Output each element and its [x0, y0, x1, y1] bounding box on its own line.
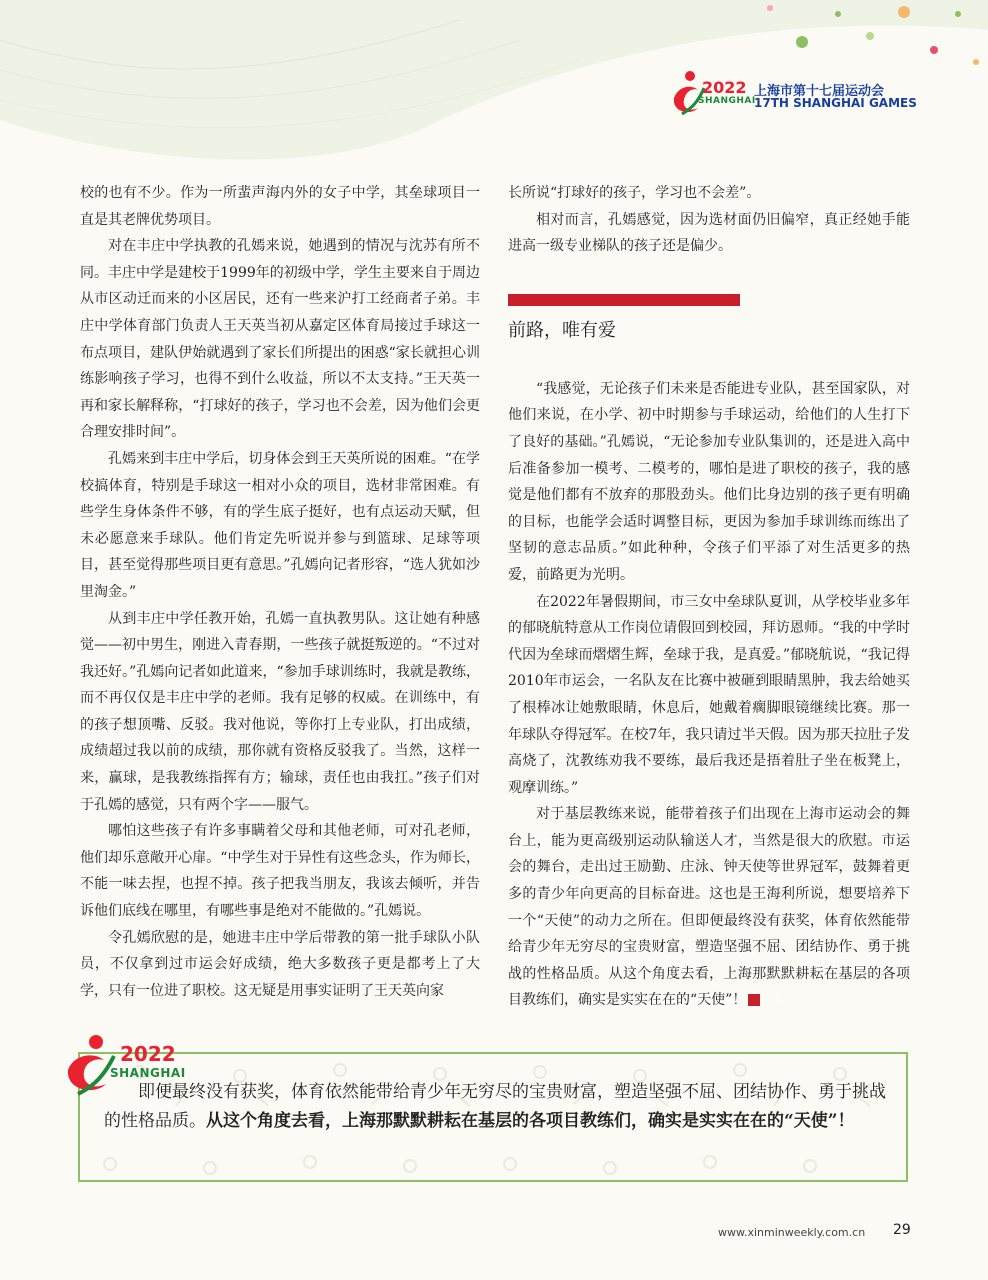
logo-english-title: 17TH SHANGHAI GAMES [754, 96, 917, 110]
footer-url: www.xinminweekly.com.cn [718, 1226, 866, 1239]
pull-quote-box [78, 1052, 908, 1182]
logo-city: SHANGHAI [698, 96, 756, 106]
paragraph: 从到丰庄中学任教开始，孔嫣一直执教男队。这让她有种感觉——初中男生，刚进入青春期，一些孩子就挺叛逆的。“不过对我还好。”孔嫣向记者如此道来，“参加手球训练时，我就是教练，而不再仅仅是丰庄中学的老师。我有足够的权威。在训练中，有的孩子想顶嘴、反驳。我对他说，等你打上专业队，打出成绩，成绩超过我以前的成绩，那你就有资格反驳我了。当然，这样一来，赢球，是我教练指挥有方；输球，责任也由我扛。”孩子们对于孔嫣的感觉，只有两个字——服气。 [80, 610, 480, 813]
logo-year: 2022 [702, 78, 747, 97]
paragraph: “我感觉，无论孩子们未来是否能进专业队，甚至国家队，对他们来说，在小学、初中时期参与手球运动，给他们的人生打下了良好的基础。”孔嫣说，“无论参加专业队集训的，还是进入高中后准备参加一模考、二模考的，哪怕是进了职校的孩子，我的感觉是他们都有不放弃的那股劲头。他们比身边别的孩子更有明确的目标，也能学会适时调整目标，更因为参加手球训练而练出了坚韧的意志品质。”如此种种，令孩子们平添了对生活更多的热爱，前路更为光明。 [508, 380, 910, 583]
quote-bold-text: 从这个角度去看，上海那默默耕耘在基层的各项目教练们，确实是实实在在的“天使”！ [206, 1111, 855, 1131]
article-end-mark-icon: R [748, 994, 760, 1006]
paragraph-text: 对于基层教练来说，能带着孩子们出现在上海市运动会的舞台上，能为更高级别运动队输送人才，当然是很大的欣慰。市运会的舞台，走出过王励勤、庄泳、钟天使等世界冠军，鼓舞着更多的青少年向更高的目标奋进。这也是王海利所说，想要培养下一个“天使”的动力之所在。但即便最终没有获奖，体育依然能带给青少年无穷尽的宝贵财富，塑造坚强不屈、团结协作、勇于挑战的性格品质。从这个角度去看，上海那默默耕耘在基层的各项目教练们，确实是实实在在的“天使”！ [508, 806, 910, 1009]
section-heading: 前路，唯有爱 [508, 319, 616, 341]
paragraph: 长所说“打球好的孩子，学习也不会差”。 [508, 185, 761, 201]
paragraph: 在2022年暑假期间，市三女中垒球队夏训，从学校毕业多年的郁晓航特意从工作岗位请假回到校园，拜访恩师。“我的中学时代因为垒球而熠熠生辉，垒球于我，是真爱。”郁晓航说，“我记得2010年市运会，一名队友在比赛中被砸到眼睛黑肿，我去给她买了根棒冰让她敷眼睛，休息后，她戴着瘸脚眼镜继续比赛。那一年球队夺得冠军。在校7年，我只请过半天假。因为那天拉肚子发高烧了，沈教练劝我不要练，最后我还是捂着肚子坐在板凳上，观摩训练。” [508, 593, 910, 796]
page-number: 29 [893, 1222, 911, 1238]
paragraph: 令孔嫣欣慰的是，她进丰庄中学后带教的第一批手球队小队员，不仅拿到过市运会好成绩，绝大多数孩子更是都考上了大学，只有一位进了职校。这无疑是用事实证明了王天英向家 [80, 929, 480, 999]
quote-logo-city: SHANGHAI [110, 1066, 186, 1080]
paragraph: 孔嫣来到丰庄中学后，切身体会到王天英所说的困难。“在学校搞体育，特别是手球这一相对小众的项目，选材非常困难。有些学生身体条件不够，有的学生底子挺好，也有点运动天赋，但未必愿意来手球队。他们肯定先听说并参与到篮球、足球等项目，甚至觉得那些项目更有意思。”孔嫣向记者形容，“选人犹如沙里淘金。” [80, 450, 480, 600]
pull-quote-logo [60, 1028, 190, 1088]
paragraph-final [508, 801, 910, 1014]
section-divider-bar [508, 294, 740, 306]
logo-chinese-title: 上海市第十七届运动会 [754, 84, 885, 99]
article-right-column [508, 180, 910, 1014]
paragraph: 相对而言，孔嫣感觉，因为选材面仍旧偏窄，真正经她手能进高一级专业梯队的孩子还是偏少。 [508, 211, 910, 255]
paragraph: 哪怕这些孩子有许多事瞒着父母和其他老师，可对孔老师，他们却乐意敞开心扉。“中学生对于异性有这些念头，作为师长，不能一味去捏，也捏不掉。孩子把我当朋友，我该去倾听，并告诉他们底线在哪里，有哪些事是绝对不能做的。”孔嫣说。 [80, 823, 480, 920]
paragraph: 对在丰庄中学执教的孔嫣来说，她遇到的情况与沈苏有所不同。丰庄中学是建校于1999年的初级中学，学生主要来自于周边从市区动迁而来的小区居民，还有一些来沪打工经商者子弟。丰庄中学体育部门负责人王天英当初从嘉定区体育局接过手球这一布点项目，建队伊始就遇到了家长们所提出的困惑“家长就担心训练影响孩子学习，也得不到什么收益，所以不太支持。”王天英一再和家长解释称，“打球好的孩子，学习也不会差，因为他们会更合理安排时间”。 [80, 238, 480, 441]
shanghai-games-logo [668, 68, 918, 120]
quote-logo-year: 2022 [120, 1042, 176, 1066]
article-left-column [80, 180, 480, 1004]
paragraph: 校的也有不少。作为一所蜚声海内外的女子中学，其垒球项目一直是其老牌优势项目。 [80, 185, 480, 228]
quote-regular-text: 即便最终没有获奖，体育依然能带给青少年无穷尽的宝贵财富，塑造坚强不屈、团结协作、勇于挑战的性格品质。 [104, 1082, 886, 1131]
pull-quote-text [104, 1078, 890, 1136]
